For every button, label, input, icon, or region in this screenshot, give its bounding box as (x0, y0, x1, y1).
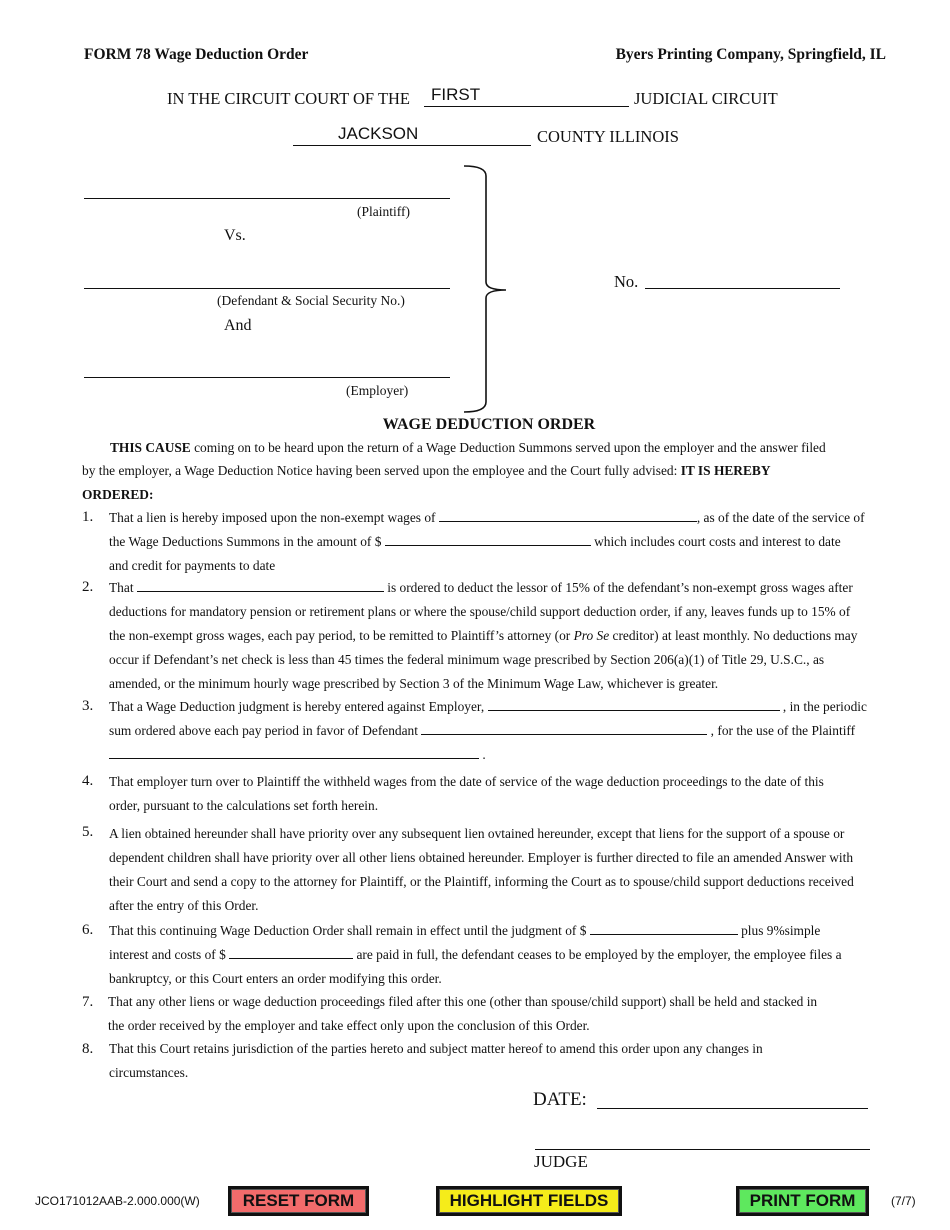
reset-form-button[interactable]: RESET FORM (228, 1186, 369, 1216)
summons-amount-field[interactable] (385, 534, 591, 546)
judgment-amount-field[interactable] (590, 923, 738, 935)
item-number: 8. (82, 1041, 94, 1057)
and-label: And (224, 317, 252, 334)
costs-amount-field[interactable] (229, 947, 353, 959)
print-form-button[interactable]: PRINT FORM (736, 1186, 869, 1216)
highlight-fields-button[interactable]: HIGHLIGHT FIELDS (436, 1186, 622, 1216)
order-item-3: That a Wage Deduction judgment is hereby entered against Employer, , in the periodic sum ordered above each pay period in favor of Defendant , for the use of the Plaintiff . (109, 699, 867, 762)
item-number: 3. (82, 698, 94, 714)
case-number-field[interactable] (645, 288, 840, 289)
caption-bracket (460, 162, 514, 416)
order-item-6: That this continuing Wage Deduction Order shall remain in effect until the judgment of $ plus 9%simple interest and costs of $ are paid in full, the defendant ceases to be employed by the employer, the employee files a bankruptcy, or this Court enters an order modifying this order. (109, 923, 842, 986)
judgment-plaintiff-field[interactable] (109, 747, 479, 759)
item-number: 5. (82, 824, 94, 840)
county-field-underline (293, 145, 531, 146)
order-item-2: That is ordered to deduct the lessor of 15% of the defendant’s non-exempt gross wages after deductions for mandatory pension or retirement plans or where the spouse/child support deduction order, if any, leaves funds up to 15% of the non-exempt gross wages, each pay period, to be remitted to Plaintiff’s attorney (or Pro Se creditor) at least monthly. No deductions may occur if Defendant’s net check is less than 45 times the federal minimum wage prescribed by Section 206(a)(1) of Title 29, U.S.C., as amended, or the minimum hourly wage prescribed by Section 3 of the Minimum Wage Law, whichever is greater. (109, 580, 858, 691)
county-field[interactable]: JACKSON (338, 124, 419, 143)
vs-label: Vs. (224, 227, 246, 244)
case-number-label: No. (614, 272, 639, 291)
county-suffix: COUNTY ILLINOIS (537, 127, 679, 146)
judge-label: JUDGE (534, 1152, 588, 1171)
page-indicator: (7/7) (891, 1194, 916, 1208)
plaintiff-label: (Plaintiff) (357, 204, 410, 219)
item-number: 7. (82, 994, 94, 1010)
order-title: WAGE DEDUCTION ORDER (382, 416, 596, 433)
circuit-field[interactable]: FIRST (431, 85, 481, 104)
item-number: 2. (82, 579, 94, 595)
intro-line-1: THIS CAUSE coming on to be heard upon the return of a Wage Deduction Summons served upon the employer and the answer filed (110, 440, 826, 455)
non-exempt-wages-field[interactable] (439, 510, 697, 522)
judge-signature-field[interactable] (535, 1149, 870, 1150)
circuit-field-underline (424, 106, 629, 107)
court-prefix: IN THE CIRCUIT COURT OF THE (167, 89, 411, 108)
item-number: 6. (82, 922, 94, 938)
item-number: 4. (82, 773, 94, 789)
defendant-label: (Defendant & Social Security No.) (217, 293, 405, 308)
employer-field[interactable] (84, 377, 450, 378)
intro-bold: THIS CAUSE (110, 440, 191, 455)
defendant-field[interactable] (84, 288, 450, 289)
date-label: DATE: (533, 1089, 587, 1110)
form-code: JCO171012AAB-2.000.000(W) (35, 1194, 200, 1208)
order-item-5: A lien obtained hereunder shall have priority over any subsequent lien ovtained hereunder, except that liens for the support of a spouse or dependent children shall have priority over all other liens obtained hereunder. Employer is further directed to file an amended Answer with their Court and send a copy to the attorney for Plaintiff, or the Plaintiff, informing the Court as to spouse/child support deductions received after the entry of this Order. (109, 826, 854, 913)
intro-line-3: ORDERED: (82, 487, 154, 502)
order-item-8: That this Court retains jurisdiction of the parties hereto and subject matter hereof to amend this order upon any changes in circumstances. (109, 1041, 763, 1080)
order-item-4: That employer turn over to Plaintiff the withheld wages from the date of service of the wage deduction proceedings to the date of this order, pursuant to the calculations set forth herein. (109, 774, 824, 813)
date-field[interactable] (597, 1108, 868, 1109)
employer-deduct-field[interactable] (137, 580, 384, 592)
order-item-7: That any other liens or wage deduction proceedings filed after this one (other than spouse/child support) shall be held and stacked in the order received by the employer and take effect only upon the conclusion of this Order. (108, 994, 818, 1033)
employer-label: (Employer) (346, 383, 409, 398)
order-item-1: That a lien is hereby imposed upon the non-exempt wages of , as of the date of the service of the Wage Deductions Summons in the amount of $ which includes court costs and interest to date and credit for payments to date (109, 510, 865, 573)
judgment-employer-field[interactable] (488, 699, 780, 711)
item-number: 1. (82, 509, 94, 525)
form-title: FORM 78 Wage Deduction Order (84, 46, 309, 63)
court-suffix: JUDICIAL CIRCUIT (634, 89, 778, 108)
judgment-defendant-field[interactable] (421, 723, 707, 735)
plaintiff-field[interactable] (84, 198, 450, 199)
intro-line-2: by the employer, a Wage Deduction Notice having been served upon the employee and the Court fully advised: IT IS HEREBY (82, 463, 771, 478)
printer-name: Byers Printing Company, Springfield, IL (615, 46, 886, 63)
